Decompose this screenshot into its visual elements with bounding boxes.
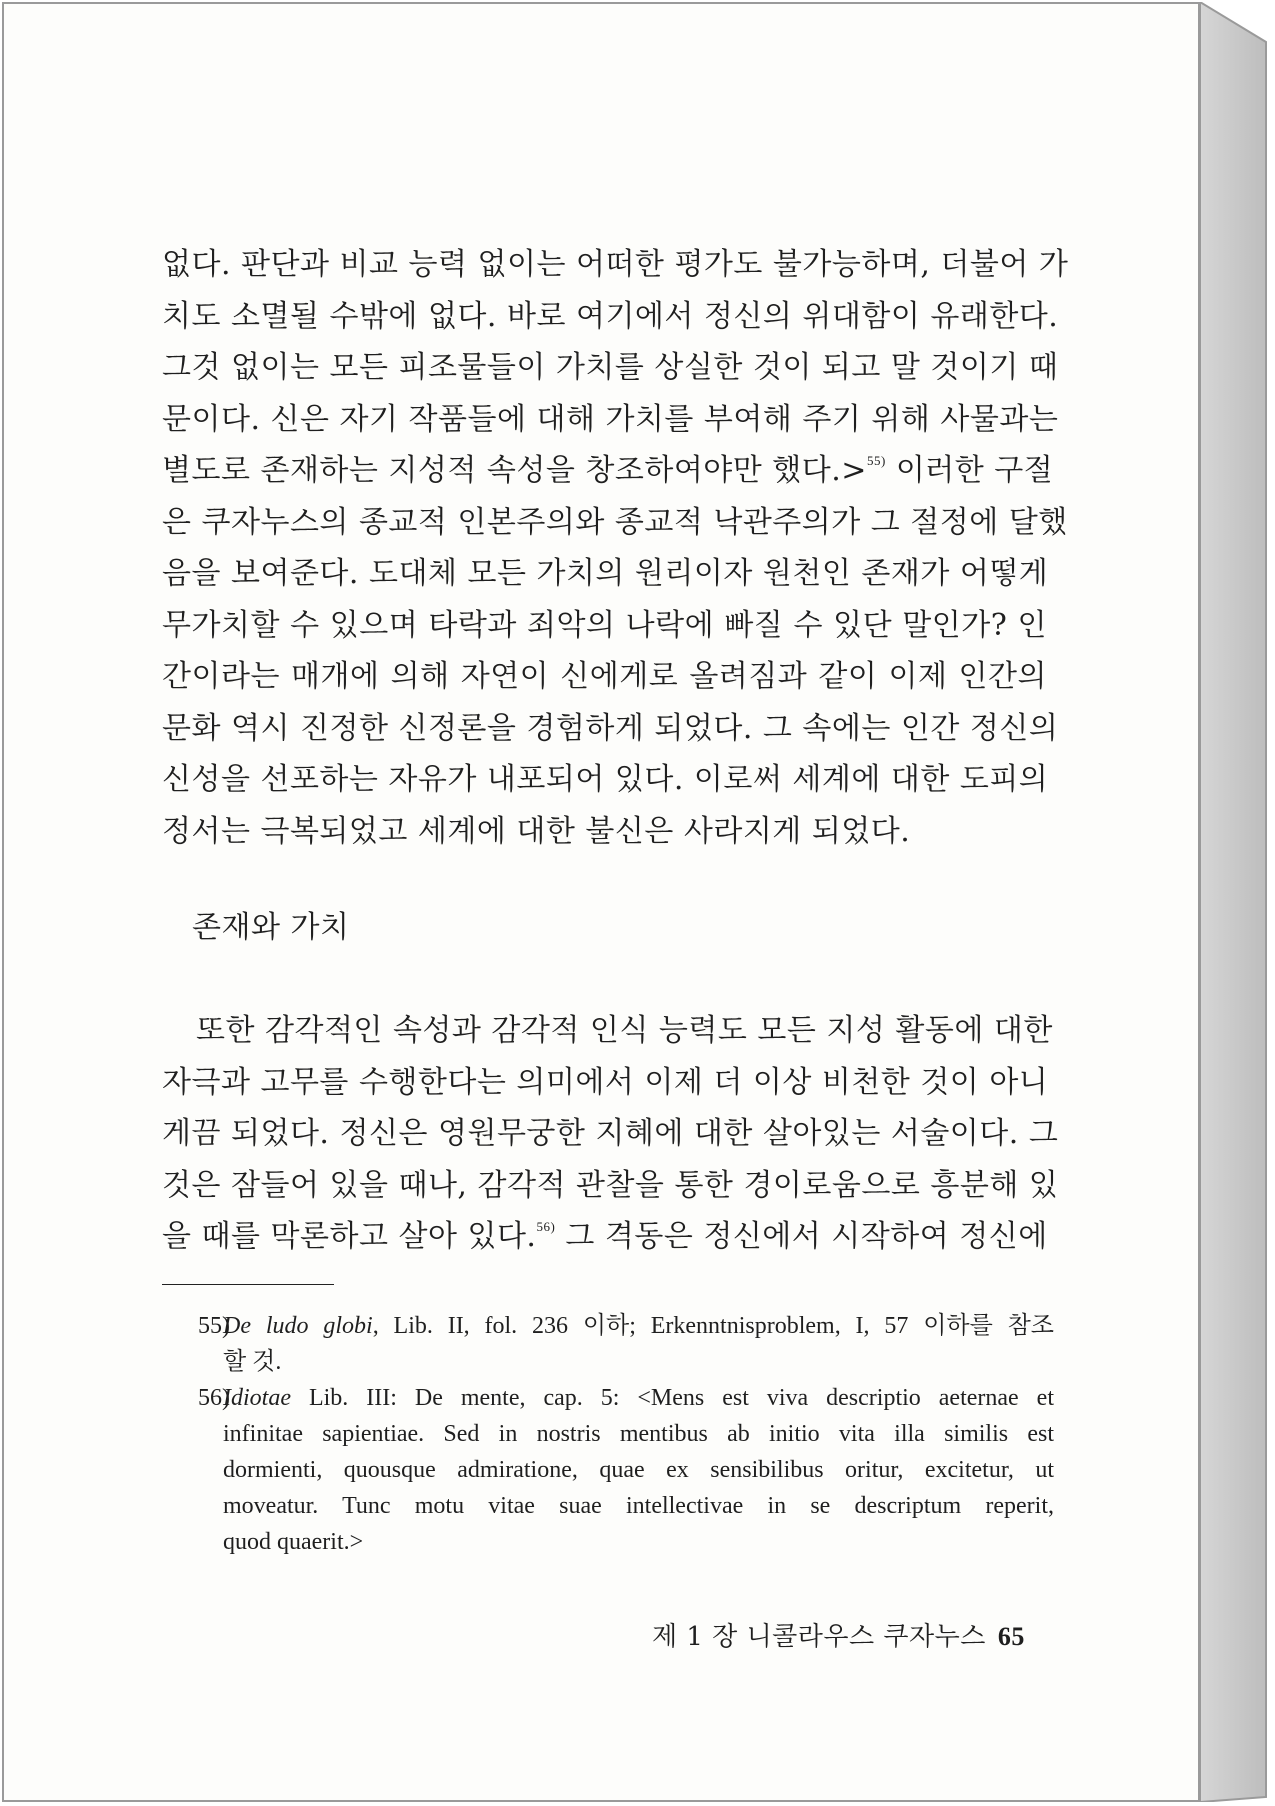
footnote-line: moveatur. Tunc motu vitae suae intellectivae in se descriptum reperit, xyxy=(223,1493,1054,1519)
running-footer xyxy=(652,1616,1025,1653)
footnote-55 xyxy=(198,1308,1054,1380)
footnote-ref-55[interactable]: 55) xyxy=(866,453,886,468)
book-edge-shape xyxy=(1200,2,1270,1802)
text-line: 없다. 판단과 비교 능력 없이는 어떠한 평가도 불가능하며, 더불어 가 xyxy=(162,247,1069,282)
text-segment: 을 때를 막론하고 살아 있다. xyxy=(162,1219,537,1254)
text-line xyxy=(162,445,1054,497)
text-line: 문이다. 신은 자기 작품들에 대해 가치를 부여해 주기 위해 사물과는 xyxy=(162,401,1059,437)
text-segment: 이러한 구절 xyxy=(885,453,1054,488)
footnote-ref-56[interactable]: 56) xyxy=(536,1219,556,1234)
footnote-line xyxy=(223,1380,1054,1416)
footnote-text: Lib. III: De mente, cap. 5: <Mens est viva descriptio aeternae et xyxy=(290,1385,1054,1411)
text-line: 게끔 되었다. 정신은 영원무궁한 지혜에 대한 살아있는 서술이다. 그 xyxy=(162,1116,1059,1151)
page-number: 65 xyxy=(997,1622,1025,1651)
text-line xyxy=(162,1211,1047,1263)
text-line: 치도 소멸될 수밖에 없다. 바로 여기에서 정신의 위대함이 유래한다. xyxy=(162,298,1059,334)
text-segment: 그 격동은 정신에서 시작하여 정신에 xyxy=(555,1219,1048,1254)
text-line: 무가치할 수 있으며 타락과 죄악의 나락에 빠질 수 있단 말인가? 인 xyxy=(162,607,1047,643)
footnote-title: Idiotae xyxy=(223,1385,291,1411)
footnote-divider xyxy=(162,1284,334,1285)
footnote-line: 할 것. xyxy=(223,1349,282,1375)
text-segment: 별도로 존재하는 지성적 속성을 창조하여야만 했다.> xyxy=(162,453,867,488)
footnote-number: 56) xyxy=(198,1385,230,1411)
text-line: 문화 역시 진정한 신정론을 경험하게 되었다. 그 속에는 인간 정신의 xyxy=(162,710,1059,746)
chapter-title: 제 1 장 니콜라우스 쿠자누스 xyxy=(652,1622,986,1652)
book-page xyxy=(2,2,1200,1802)
text-line: 간이라는 매개에 의해 자연이 신에게로 올려짐과 같이 이제 인간의 xyxy=(162,659,1047,694)
text-line: 음을 보여준다. 도대체 모든 가치의 원리이자 원천인 존재가 어떻게 xyxy=(162,556,1049,591)
footnote-56 xyxy=(198,1380,1054,1560)
footnote-line xyxy=(223,1308,1054,1344)
paragraph-2 xyxy=(162,1005,1059,1263)
text-line: 정서는 극복되었고 세계에 대한 불신은 사라지게 되었다. xyxy=(162,813,911,849)
footnote-line: dormienti, quousque admiratione, quae ex sensibilibus oritur, excitetur, ut xyxy=(223,1457,1054,1483)
text-line: 그것 없이는 모든 피조물들이 가치를 상실한 것이 되고 말 것이기 때 xyxy=(162,350,1059,385)
text-line: 자극과 고무를 수행한다는 의미에서 이제 더 이상 비천한 것이 아니 xyxy=(162,1064,1049,1100)
text-line: 은 쿠자누스의 종교적 인본주의와 종교적 낙관주의가 그 절정에 달했 xyxy=(162,504,1068,540)
book-edge xyxy=(1200,2,1270,1802)
text-line: 또한 감각적인 속성과 감각적 인식 능력도 모든 지성 활동에 대한 xyxy=(196,1013,1053,1048)
footnote-text: , Lib. II, fol. 236 이하; Erkenntnisproblem, I, 57 이하를 참조 xyxy=(372,1313,1054,1339)
footnote-number: 55) xyxy=(198,1313,230,1339)
footnote-title: De ludo globi xyxy=(223,1313,373,1339)
text-line: 신성을 선포하는 자유가 내포되어 있다. 이로써 세계에 대한 도피의 xyxy=(162,762,1049,797)
footnote-line: quod quaerit.> xyxy=(223,1529,364,1555)
footnotes xyxy=(198,1308,1054,1560)
footnote-line: infinitae sapientiae. Sed in nostris mentibus ab initio vita illa similis est xyxy=(223,1421,1054,1447)
paragraph-1 xyxy=(162,239,1069,857)
section-heading: 존재와 가치 xyxy=(192,910,350,945)
text-line: 것은 잠들어 있을 때나, 감각적 관찰을 통한 경이로움으로 흥분해 있 xyxy=(162,1167,1059,1203)
